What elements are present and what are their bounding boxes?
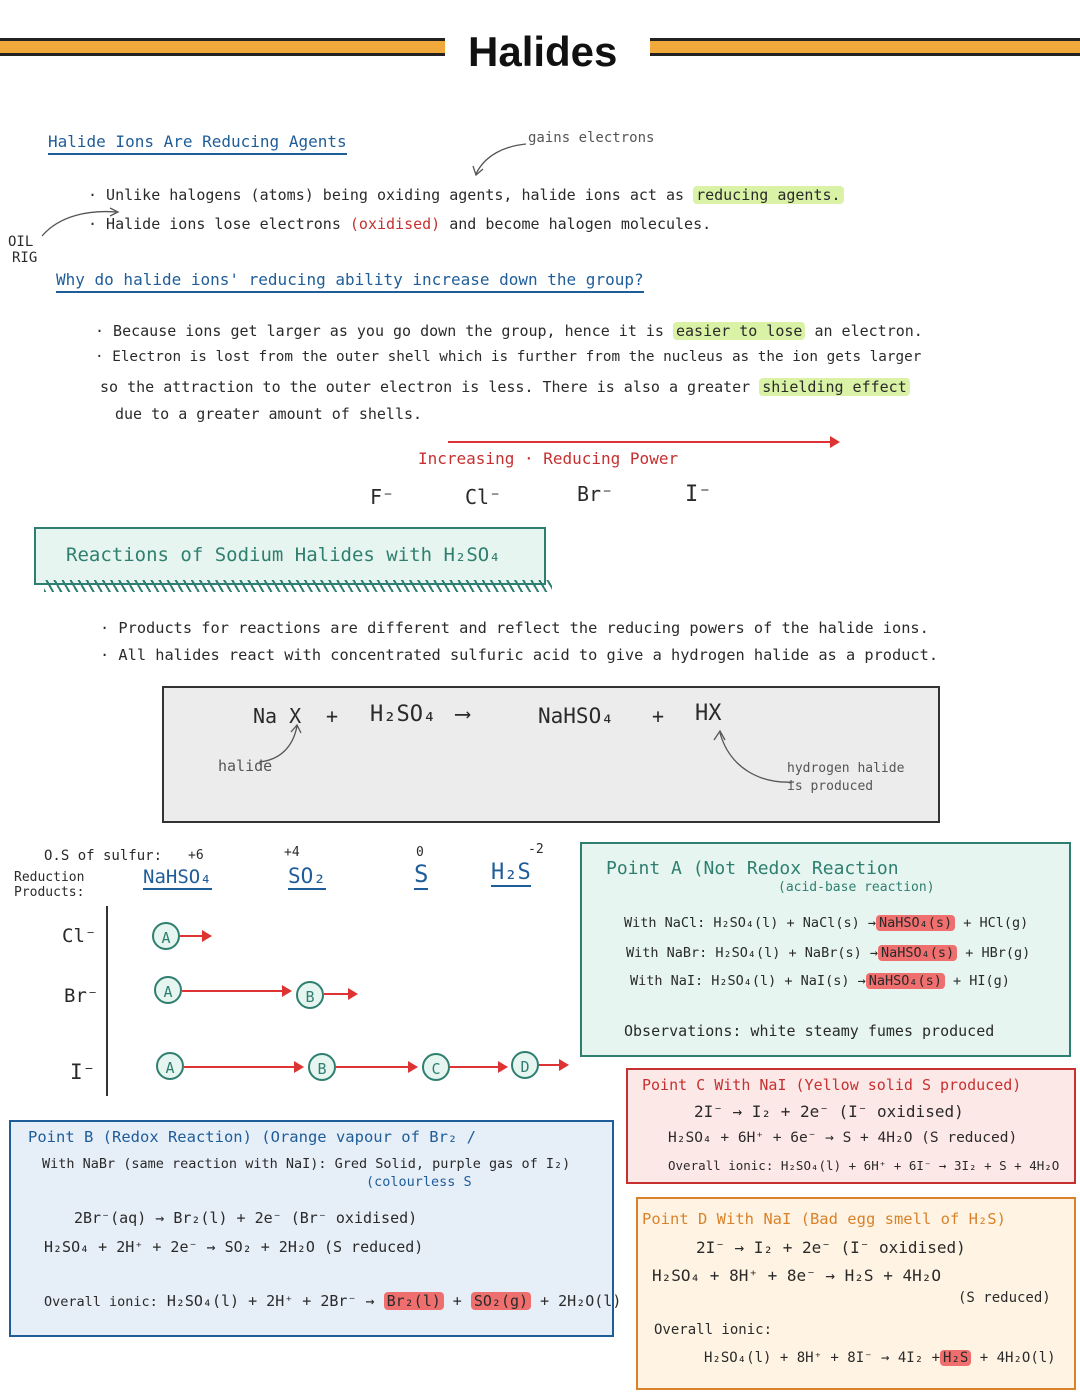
product-h2s: H₂S [491,860,531,885]
title-bar-left [0,38,445,56]
point-b-title: Point B (Redox Reaction) (Orange vapour of Br₂ / [28,1128,476,1146]
point-a-r2-text: With NaBr: H₂SO₄(l) + NaBr(s) → [626,945,878,961]
point-a-r1-text: With NaCl: H₂SO₄(l) + NaCl(s) → [624,915,876,931]
point-a-cl: A [152,922,180,950]
section3-heading: Reactions of Sodium Halides with H₂SO₄ [66,544,501,566]
oxidised-text: (oxidised) [349,215,441,233]
section1-line2-text: · Halide ions lose electrons [88,215,341,233]
eq-plus1: + [326,704,339,728]
os-plus4: +4 [284,845,300,860]
diagram-axis-line [106,906,108,1096]
point-d-ionic-label: Overall ionic: [654,1322,773,1338]
section2-line4: due to a greater amount of shells. [115,405,423,423]
point-b-ionic [44,1292,621,1310]
title-bar-right [650,38,1080,56]
point-a-r3-end: + HI(g) [953,973,1010,989]
point-b-eq1: 2Br⁻(aq) → Br₂(l) + 2e⁻ (Br⁻ oxidised) [74,1209,418,1227]
os-label: O.S of sulfur: [44,848,163,864]
point-a-r1 [624,915,1028,931]
point-d-ionic [704,1350,1056,1366]
section2-line3-text: so the attraction to the outer electron is less. There is also a greater [100,378,751,396]
section2-line1 [95,322,923,340]
point-c-eq1: 2I⁻ → I₂ + 2e⁻ (I⁻ oxidised) [694,1102,964,1121]
point-b-ionic-label: Overall ionic: [44,1294,158,1310]
point-d-eq1: 2I⁻ → I₂ + 2e⁻ (I⁻ oxidised) [696,1238,966,1257]
easier-to-lose-highlight: easier to lose [673,322,805,340]
trend-label: Increasing · Reducing Power [418,449,679,468]
os-minus2: -2 [528,842,544,857]
eq-plus2: + [652,704,665,728]
reducing-agents-highlight: reducing agents. [693,186,844,204]
point-b-ionic-end: + 2H₂O(l) [540,1292,622,1310]
point-c-eq2: H₂SO₄ + 6H⁺ + 6e⁻ → S + 4H₂O (S reduced) [668,1130,1018,1146]
section1-line2 [88,215,711,233]
product-s: S [414,860,429,888]
row-br: Br⁻ [64,985,99,1007]
br2-highlight: Br₂(l) [384,1292,444,1310]
point-b-br: B [296,981,324,1009]
point-a-r2 [626,945,1030,961]
gains-arrow-icon [470,140,530,180]
section2-heading: Why do halide ions' reducing ability increase down the group? [56,270,644,293]
h2s-highlight: H₂S [940,1350,971,1366]
point-a-subtitle: (acid-base reaction) [778,880,935,895]
ion-br: Br⁻ [577,482,614,506]
os-zero: 0 [416,845,424,860]
section3-heading-hatch [44,580,552,592]
br-arrow-1-icon [182,990,290,992]
section1-line1-text: · Unlike halogens (atoms) being oxiding agents, halide ions act as [88,186,685,204]
point-d-eq2b: (S reduced) [958,1290,1051,1306]
i-arrow-3-icon [450,1066,506,1068]
point-b-ionic-plus: + [452,1292,462,1310]
point-d-ionic-text: H₂SO₄(l) + 8H⁺ + 8I⁻ → 4I₂ + [704,1350,941,1366]
nahso4-highlight-2: NaHSO₄(s) [878,945,957,961]
point-a-br: A [154,976,182,1004]
section3-bullet1: · Products for reactions are different and reflect the reducing powers of the halide ions. [100,619,929,637]
point-d-title: Point D With NaI (Bad egg smell of H₂S) [642,1210,1006,1228]
shielding-effect-highlight: shielding effect [759,378,910,396]
page-title: Halides [468,28,618,75]
oil-label: OIL [8,234,34,250]
point-b-i: B [308,1053,336,1081]
point-c-eq3: Overall ionic: H₂SO₄(l) + 6H⁺ + 6I⁻ → 3I₂ + S + 4H₂O [668,1158,1060,1173]
ion-f: F⁻ [370,485,395,509]
nahso4-highlight-3: NaHSO₄(s) [866,973,945,989]
so2-highlight: SO₂(g) [471,1292,531,1310]
rig-label: RIG [12,250,38,266]
reduction-products-label: Reduction Products: [14,870,85,900]
gains-electrons-note: gains electrons [528,130,655,146]
os-plus6: +6 [188,848,204,863]
section2-line1-text: · Because ions get larger as you go down the group, hence it is [95,322,664,340]
point-b-line2: With NaBr (same reaction with NaI): Gred Solid, purple gas of I₂) [42,1156,571,1172]
point-a-title: Point A (Not Redox Reaction [606,858,899,879]
row-i: I⁻ [70,1060,96,1084]
section1-heading: Halide Ions Are Reducing Agents [48,132,347,155]
point-b-line3: (colourless S [366,1174,472,1190]
point-a-r1-end: + HCl(g) [963,915,1029,931]
nahso4-highlight-1: NaHSO₄(s) [876,915,955,931]
point-d-i: D [511,1051,539,1079]
trend-arrow-icon [448,441,838,443]
eq-acid: H₂SO₄ [370,702,437,727]
i-arrow-4-icon [539,1064,567,1066]
section1-line2-end: and become halogen molecules. [449,215,712,233]
product-so2: SO₂ [288,864,326,888]
i-arrow-2-icon [336,1066,416,1068]
br-arrow-2-icon [324,993,356,995]
row-cl: Cl⁻ [62,925,97,947]
eq-product: NaHSO₄ [538,704,614,728]
point-b-eq2: H₂SO₄ + 2H⁺ + 2e⁻ → SO₂ + 2H₂O (S reduced) [44,1238,424,1256]
point-a-r3-text: With NaI: H₂SO₄(l) + NaI(s) → [630,973,866,989]
eq-hx: HX [695,701,722,726]
eq-nax: Na X [253,704,302,728]
section3-bullet2: · All halides react with concentrated sulfuric acid to give a hydrogen halide as a product. [100,646,939,664]
ion-i: I⁻ [685,482,712,507]
point-c-title: Point C With NaI (Yellow solid S produced) [642,1076,1022,1094]
section2-line2: · Electron is lost from the outer shell which is further from the nucleus as the ion gets larger [95,349,922,365]
point-a-i: A [156,1052,184,1080]
product-nahso4: NaHSO₄ [143,866,212,888]
point-a-r2-end: + HBr(g) [965,945,1031,961]
section1-line1 [88,186,844,204]
section2-line3 [100,378,910,396]
point-d-eq2: H₂SO₄ + 8H⁺ + 8e⁻ → H₂S + 4H₂O [652,1266,941,1285]
point-d-ionic-end: + 4H₂O(l) [979,1350,1056,1366]
point-a-observations: Observations: white steamy fumes produced [624,1022,995,1040]
ion-cl: Cl⁻ [465,485,502,509]
i-arrow-1-icon [184,1066,302,1068]
point-c-i: C [422,1053,450,1081]
eq-arrow-icon: ⟶ [456,702,470,727]
point-b-ionic-text: H₂SO₄(l) + 2H⁺ + 2Br⁻ → [166,1292,375,1310]
point-a-r3 [630,973,1010,989]
halide-note: halide [218,757,273,775]
hydrogen-halide-note: hydrogen halide is produced [787,761,905,794]
cl-arrow-icon [180,935,210,937]
section2-line1-end: an electron. [814,322,923,340]
